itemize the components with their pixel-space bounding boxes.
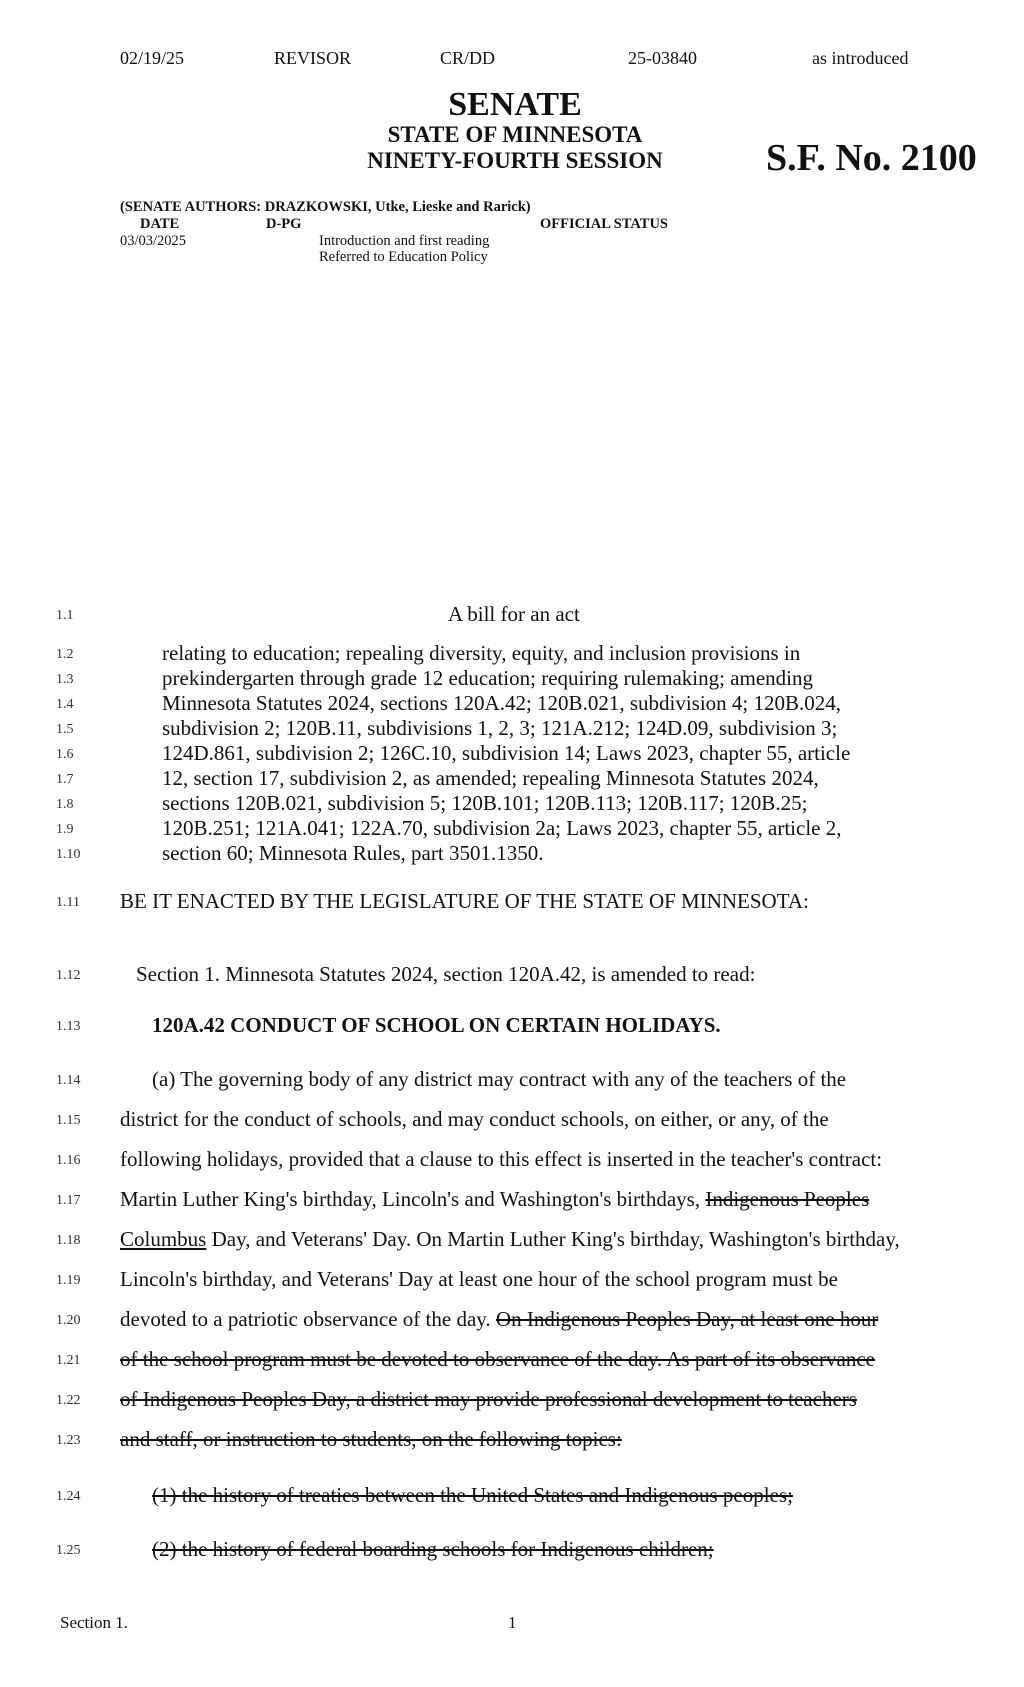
title-line: Minnesota Statutes 2024, sections 120A.42; 120B.021, subdivision 4; 120B.024, bbox=[162, 691, 842, 715]
line-number: 1.16 bbox=[56, 1153, 81, 1168]
footer-page-number: 1 bbox=[508, 1613, 517, 1632]
deleted-text: of Indigenous Peoples Day, a district may provide professional development to teachers bbox=[120, 1387, 857, 1411]
header-version: as introduced bbox=[812, 48, 909, 68]
header-doc-number: 25-03840 bbox=[628, 48, 697, 68]
statute-heading: 120A.42 CONDUCT OF SCHOOL ON CERTAIN HOLIDAYS. bbox=[152, 1013, 721, 1037]
deleted-text: Indigenous Peoples bbox=[705, 1187, 870, 1211]
senate-authors: (SENATE AUTHORS: DRAZKOWSKI, Utke, Lieske and Rarick) bbox=[120, 199, 531, 215]
line-number: 1.6 bbox=[56, 747, 74, 762]
status-col-date: DATE bbox=[140, 216, 180, 232]
session-title: NINETY-FOURTH SESSION bbox=[367, 148, 663, 173]
line-number: 1.22 bbox=[56, 1393, 81, 1408]
statute-text-line: Lincoln's birthday, and Veterans' Day at least one hour of the school program must be bbox=[120, 1267, 838, 1291]
title-line: sections 120B.021, subdivision 5; 120B.101; 120B.113; 120B.117; 120B.25; bbox=[162, 791, 808, 815]
footer-section: Section 1. bbox=[60, 1613, 128, 1632]
status-entry-action: Introduction and first reading bbox=[319, 233, 490, 249]
line-number: 1.14 bbox=[56, 1073, 81, 1088]
statute-text-line: district for the conduct of schools, and may conduct schools, on either, or any, of the bbox=[120, 1107, 829, 1131]
line-number: 1.13 bbox=[56, 1019, 81, 1034]
statute-text-line: following holidays, provided that a clause to this effect is inserted in the teacher's contract: bbox=[120, 1147, 883, 1171]
title-line: subdivision 2; 120B.11, subdivisions 1, 2, 3; 121A.212; 124D.09, subdivision 3; bbox=[162, 716, 838, 740]
line-number: 1.19 bbox=[56, 1273, 81, 1288]
line-number: 1.3 bbox=[56, 672, 74, 687]
bill-file-number: S.F. No. 2100 bbox=[766, 137, 977, 179]
status-col-dpg: D-PG bbox=[266, 216, 302, 232]
deleted-text: of the school program must be devoted to observance of the day. As part of its observance bbox=[120, 1347, 876, 1371]
bill-heading: A bill for an act bbox=[448, 602, 580, 626]
chamber-title: SENATE bbox=[448, 86, 582, 123]
line-number: 1.15 bbox=[56, 1113, 81, 1128]
deleted-list-item: (1) the history of treaties between the United States and Indigenous peoples; bbox=[152, 1483, 793, 1507]
line-number: 1.9 bbox=[56, 822, 74, 837]
line-number: 1.12 bbox=[56, 968, 81, 983]
title-line: 12, section 17, subdivision 2, as amended; repealing Minnesota Statutes 2024, bbox=[162, 766, 819, 790]
section-heading: Section 1. Minnesota Statutes 2024, section 120A.42, is amended to read: bbox=[136, 962, 756, 986]
text-segment: devoted to a patriotic observance of the day. bbox=[120, 1307, 491, 1331]
statute-text-line bbox=[120, 1227, 900, 1252]
line-number: 1.5 bbox=[56, 722, 74, 737]
title-line: relating to education; repealing diversity, equity, and inclusion provisions in bbox=[162, 641, 801, 665]
title-line: 120B.251; 121A.041; 122A.70, subdivision 2a; Laws 2023, chapter 55, article 2, bbox=[162, 816, 842, 840]
header-date: 02/19/25 bbox=[120, 48, 185, 68]
header-initials: CR/DD bbox=[440, 48, 496, 68]
state-title: STATE OF MINNESOTA bbox=[387, 122, 643, 147]
line-number: 1.7 bbox=[56, 772, 74, 787]
line-number: 1.21 bbox=[56, 1353, 81, 1368]
line-number: 1.17 bbox=[56, 1193, 81, 1208]
status-entry-date: 03/03/2025 bbox=[120, 233, 187, 249]
header-revisor: REVISOR bbox=[274, 48, 352, 68]
line-number: 1.18 bbox=[56, 1233, 81, 1248]
statute-text-line: (a) The governing body of any district may contract with any of the teachers of the bbox=[152, 1067, 847, 1091]
deleted-text: and staff, or instruction to students, on the following topics: bbox=[120, 1427, 622, 1451]
line-number: 1.10 bbox=[56, 847, 81, 862]
line-number: 1.24 bbox=[56, 1489, 81, 1504]
title-line: prekindergarten through grade 12 education; requiring rulemaking; amending bbox=[162, 666, 813, 690]
statute-text-line bbox=[120, 1187, 869, 1212]
deleted-text: On Indigenous Peoples Day, at least one hour bbox=[495, 1307, 879, 1331]
line-number: 1.2 bbox=[56, 647, 74, 662]
enacting-clause: BE IT ENACTED BY THE LEGISLATURE OF THE STATE OF MINNESOTA: bbox=[120, 889, 809, 913]
status-col-official: OFFICIAL STATUS bbox=[540, 216, 668, 232]
text-segment: Martin Luther King's birthday, Lincoln's and Washington's birthdays, bbox=[120, 1187, 701, 1211]
line-number: 1.11 bbox=[56, 895, 80, 910]
line-number: 1.4 bbox=[56, 697, 74, 712]
line-number: 1.1 bbox=[56, 608, 74, 623]
status-entry-referral: Referred to Education Policy bbox=[319, 249, 488, 265]
title-line: section 60; Minnesota Rules, part 3501.1350. bbox=[162, 841, 544, 865]
line-number: 1.20 bbox=[56, 1313, 81, 1328]
deleted-list-item: (2) the history of federal boarding schools for Indigenous children; bbox=[152, 1537, 714, 1561]
statute-text-line bbox=[120, 1307, 878, 1332]
line-number: 1.8 bbox=[56, 797, 74, 812]
title-line: 124D.861, subdivision 2; 126C.10, subdivision 14; Laws 2023, chapter 55, article bbox=[162, 741, 851, 765]
line-number: 1.23 bbox=[56, 1433, 81, 1448]
inserted-text: Columbus bbox=[120, 1227, 207, 1251]
text-segment: Day, and Veterans' Day. On Martin Luther King's birthday, Washington's birthday, bbox=[206, 1227, 900, 1251]
line-number: 1.25 bbox=[56, 1543, 81, 1558]
